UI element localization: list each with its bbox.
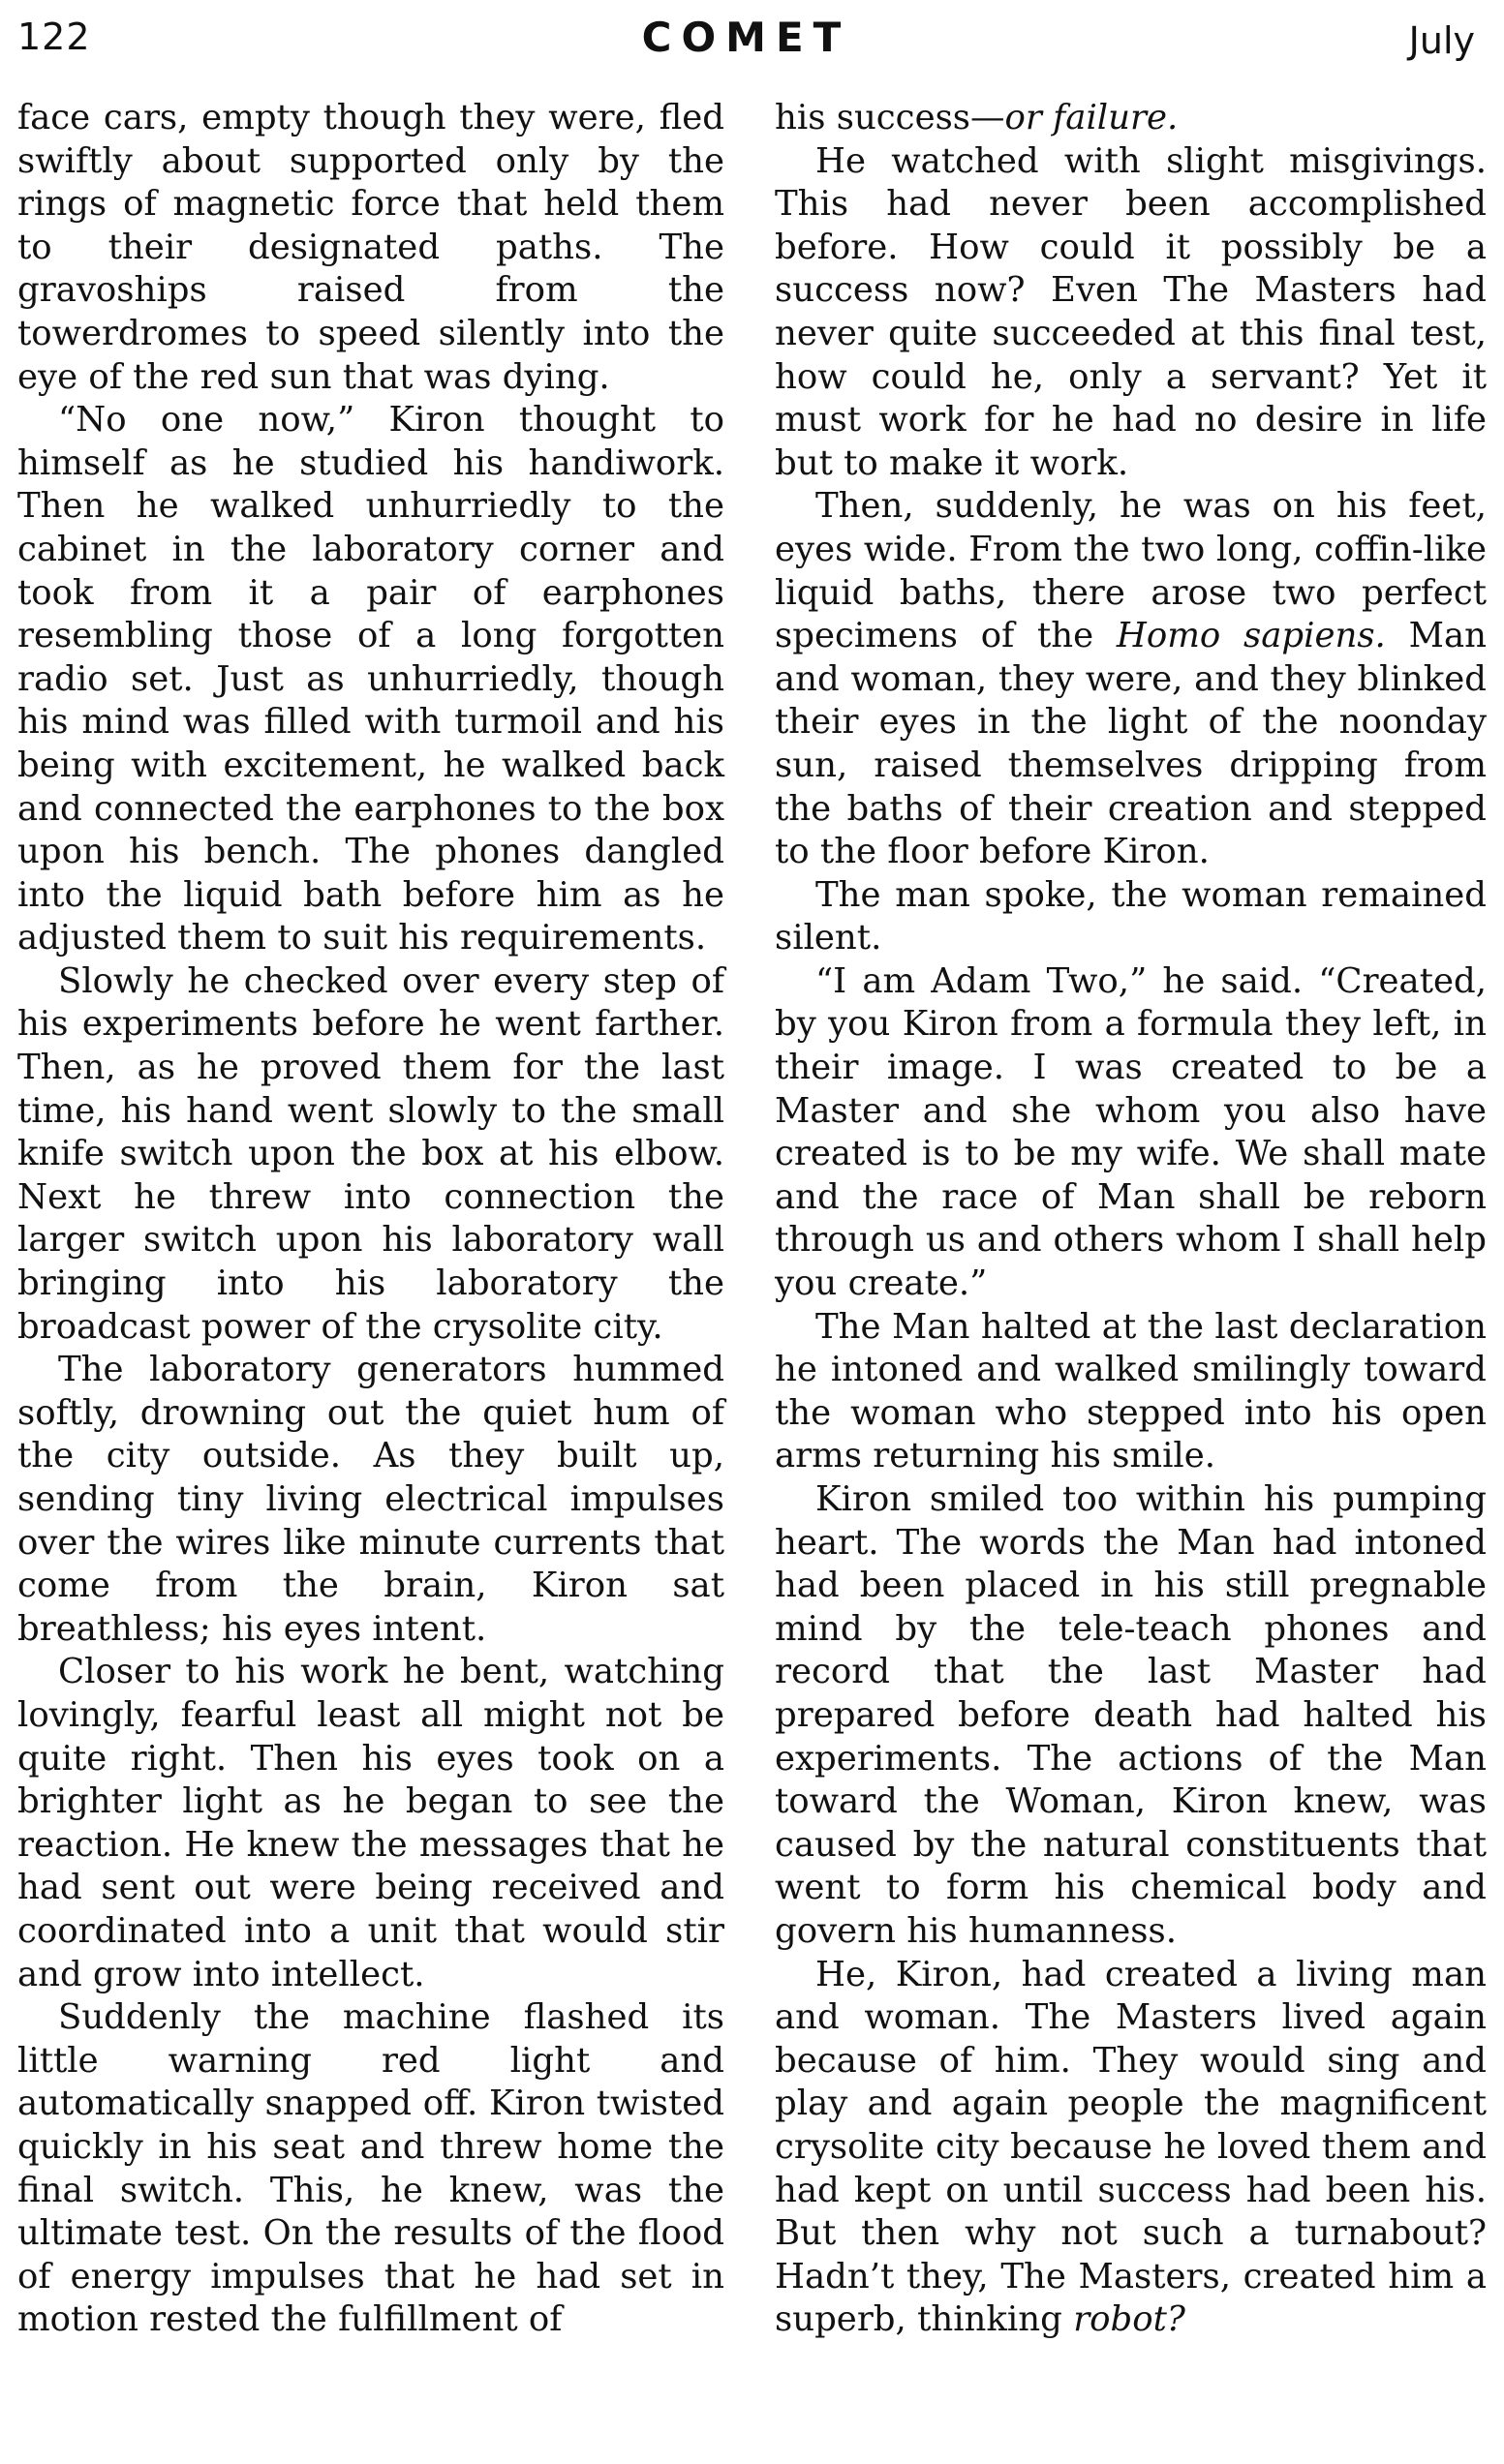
paragraph: The laboratory generators hummed softly, drowning out the quiet hum of the city outside. As they built up, sending tiny living electrical impulses over the wires like minute currents that come from the brain, Kiron sat breathless; his eyes intent. (17, 1350, 724, 1649)
paragraph: Slowly he checked over every step of his experiments before he went farther. Then, as he proved them for the last time, his hand went slowly to the small knife switch upon the box at his elbow. Next he threw into connection the larger switch upon his laboratory wall bringing into his laboratory the broadcast power of the crysolite city. (17, 960, 724, 1347)
paragraph: “I am Adam Two,” he said. “Created, by you Kiron from a formula they left, in their image. I was created to be a Master and she whom you also have created is to be my wife. We shall mate and the race of Man shall be reborn through us and others whom I shall help you create.” (775, 960, 1487, 1304)
right-column (775, 97, 1487, 2342)
paragraph: face cars, empty though they were, fled swiftly about supported only by the rings of magnetic force that held them to their designated paths. The gravoships raised from the towerdromes to speed silently into the eye of the red sun that was dying. (17, 98, 724, 397)
paragraph-text: his success— (775, 98, 1005, 137)
paragraph: He watched with slight misgivings. This had never been accomplished before. How could it possibly be a success now? Even The Masters had never quite succeeded at this final test, how could he, only a servant? Yet it must work for he had no desire in life but to make it work. (775, 140, 1487, 483)
page-header (17, 10, 1475, 68)
issue-month: July (1408, 19, 1475, 62)
italic-text: or failure. (1004, 98, 1179, 137)
paragraph: The Man halted at the last declaration he intoned and walked smilingly toward the woman who stepped into his open arms returning his smile. (775, 1306, 1487, 1476)
paragraph: Kiron smiled too within his pumping heart. The words the Man had intoned had been placed in his still pregnable mind by the tele-teach phones and record that the last Master had prepared before death had halted his experiments. The actions of the Man toward the Woman, Kiron knew, was caused by the natural constituents that went to form his chemical body and govern his humanness. (775, 1479, 1487, 1951)
magazine-title: COMET (641, 14, 851, 61)
paragraph-text: Man and woman, they were, and they blinked their eyes in the light of the noonday sun, raised themselves dripping from the baths of their creation and stepped to the floor before Kiron. (775, 616, 1487, 872)
paragraph: Closer to his work he bent, watching lovingly, fearful least all might not be quite right. Then his eyes took on a brighter light as he began to see the reaction. He knew the messages that he had sent out were being received and coordinated into a unit that would stir and grow into intellect. (17, 1652, 724, 1994)
paragraph: The man spoke, the woman remained silent. (775, 874, 1487, 958)
paragraph (775, 485, 1487, 873)
paragraph-text: Then, suddenly, he was on his feet, eyes wide. From the two long, coffin-like liquid baths, there arose two perfect specimens of the (775, 486, 1487, 656)
left-column (17, 97, 724, 2342)
paragraph: “No one now,” Kiron thought to himself as he studied his handiwork. Then he walked unhurriedly to the cabinet in the laboratory corner and took from it a pair of earphones resembling those of a long forgotten radio set. Just as unhurriedly, though his mind was filled with turmoil and his being with excitement, he walked back and connected the earphones to the box upon his bench. The phones dangled into the liquid bath before him as he adjusted them to suit his requirements. (17, 400, 724, 958)
italic-text: Homo sapiens. (1116, 616, 1386, 656)
paragraph-text: He, Kiron, had created a living man and woman. The Masters lived again because of him. They would sing and play and again people the magnificent crysolite city because he loved them and had kept on until success had been his. But then why not such a turnabout? Hadn’t they, The Masters, created him a superb, thinking (775, 1954, 1487, 2340)
page-number: 122 (17, 15, 91, 58)
italic-text: robot? (1073, 2299, 1185, 2340)
paragraph: Suddenly the machine flashed its little warning red light and automatically snapped off. Kiron twisted quickly in his seat and threw home the final switch. This, he knew, was the ultimate test. On the results of the flood of energy impulses that he had set in motion rested the fulfillment of (17, 1997, 724, 2340)
paragraph (775, 1954, 1487, 2342)
paragraph (775, 97, 1487, 140)
